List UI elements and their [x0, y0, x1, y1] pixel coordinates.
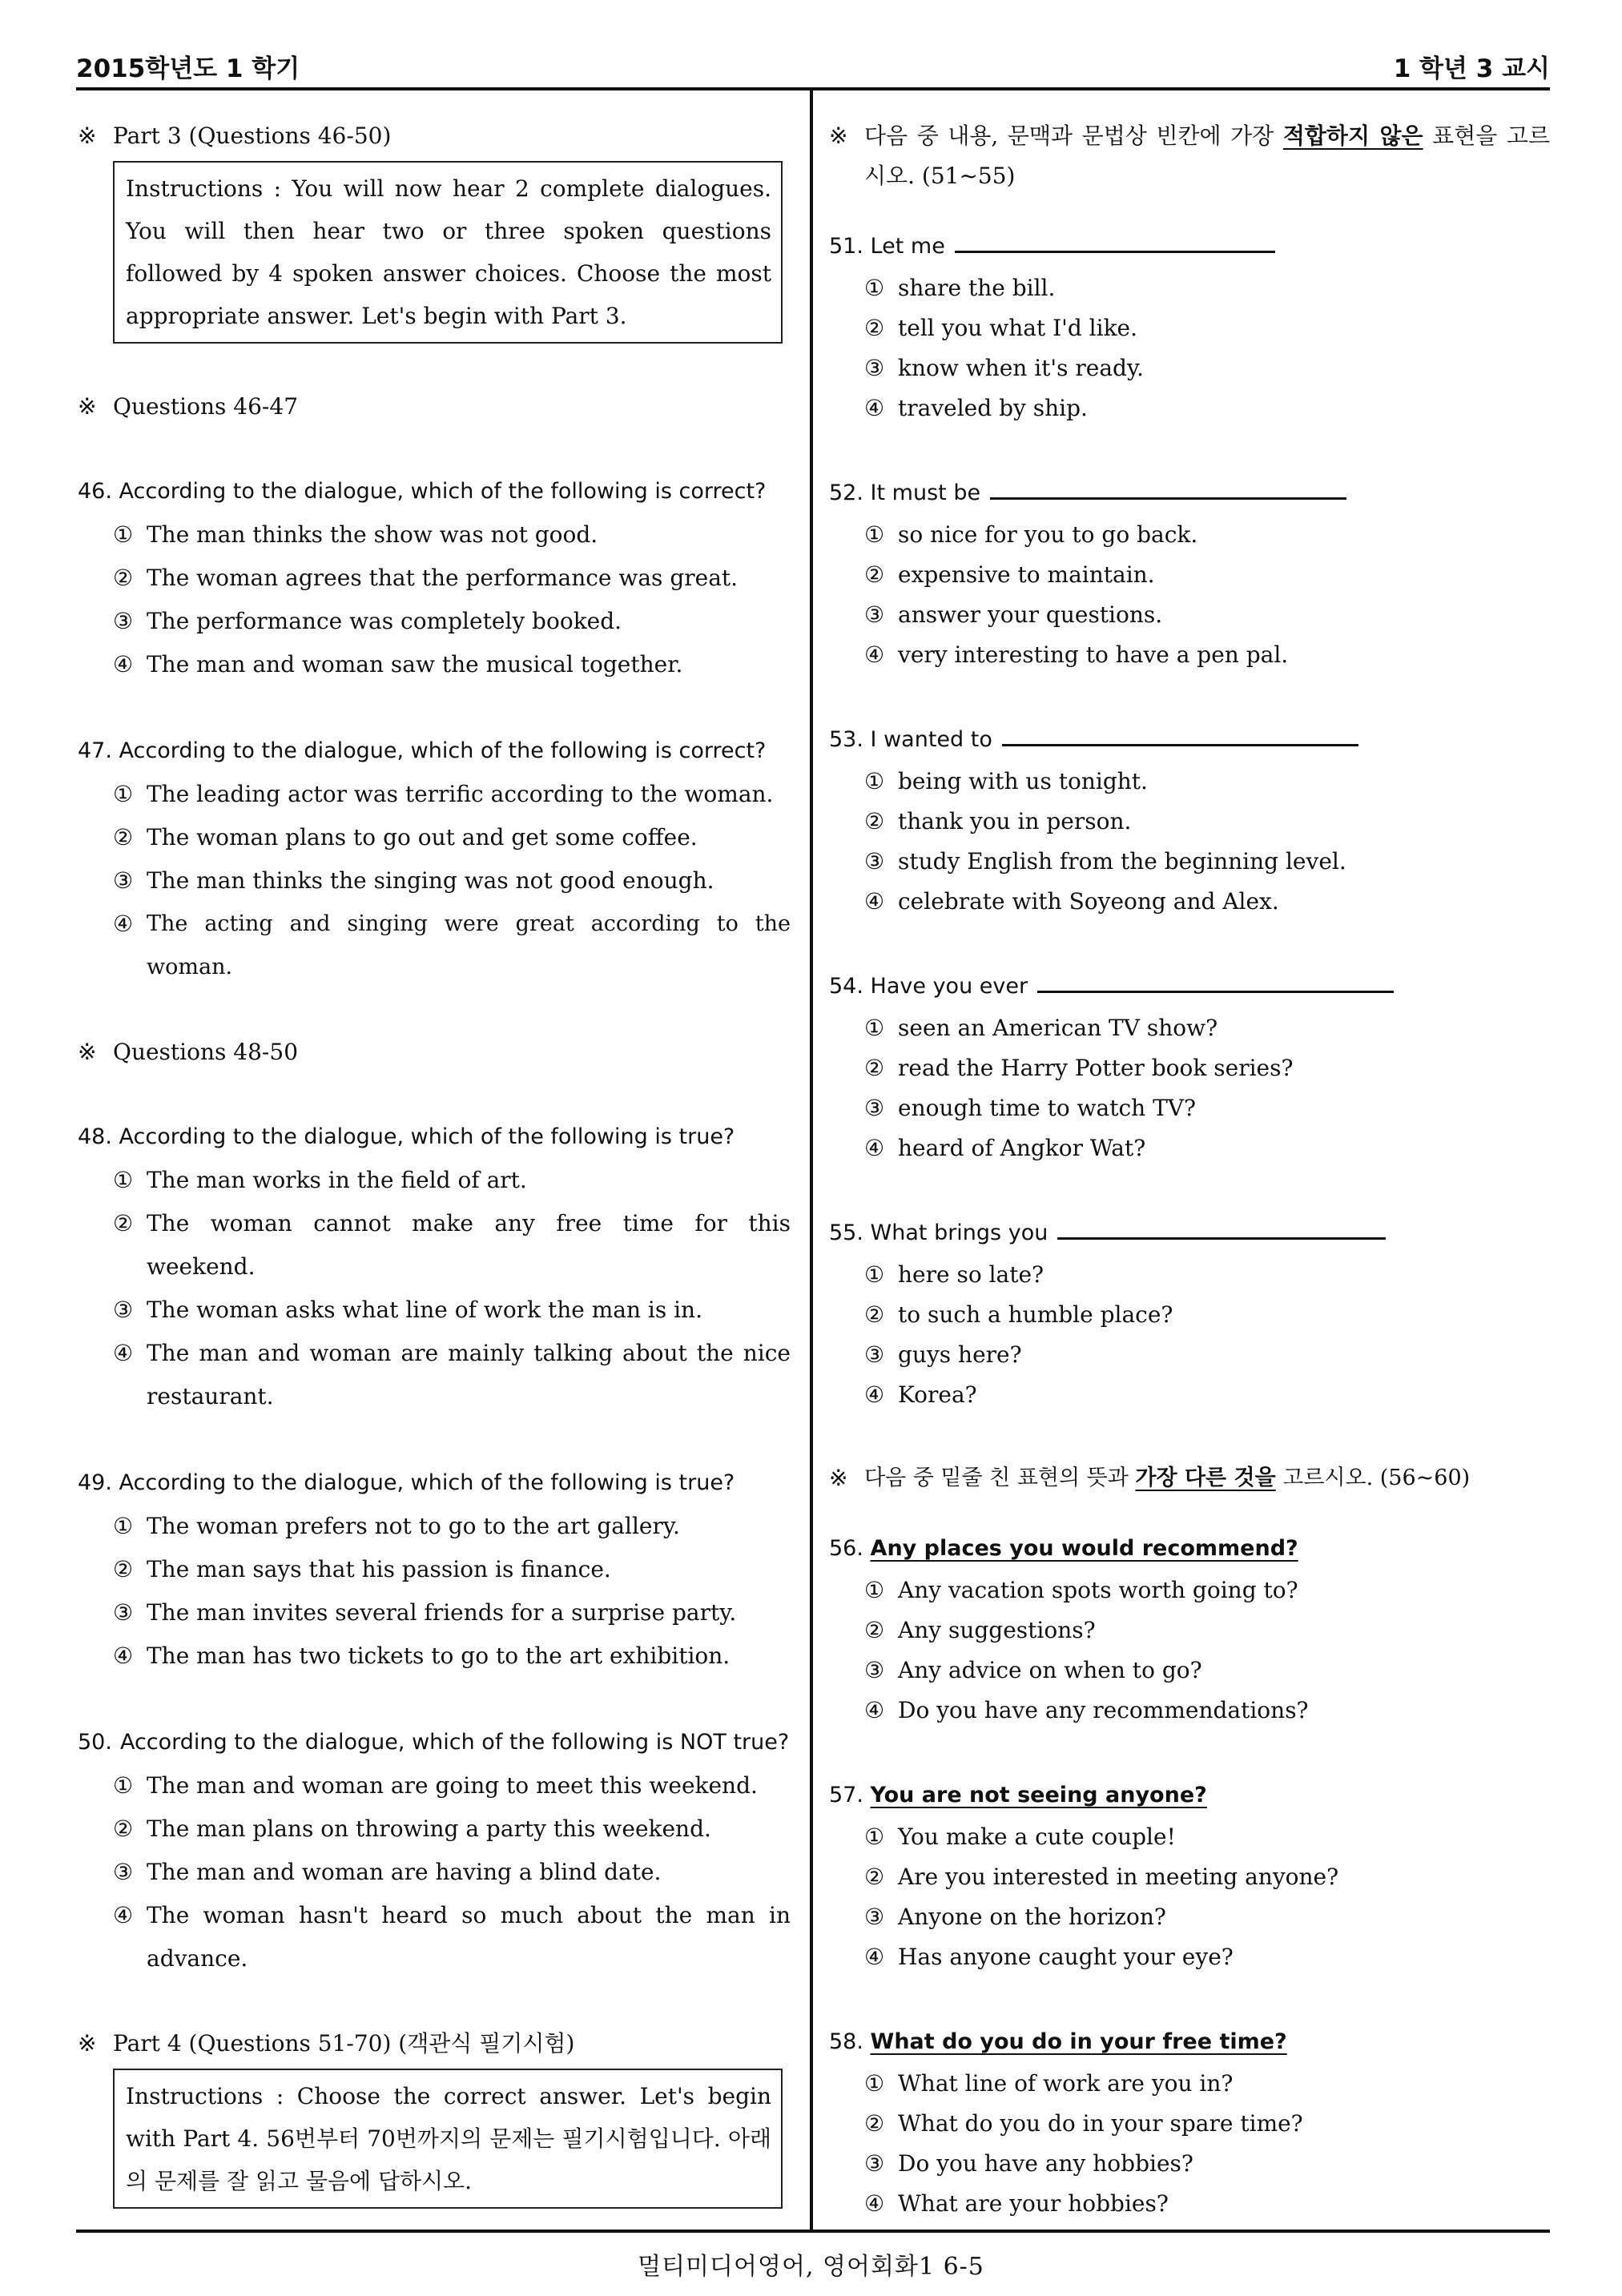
option: ③ The man and woman are having a blind date.: [113, 1859, 662, 1885]
option: ② Are you interested in meeting anyone?: [864, 1864, 1339, 1890]
answer-blank: [990, 477, 1346, 500]
part3-instructions: Instructions : You will now hear 2 complete dialogues. You will then hear two or three spoken questions followed by 4 spoken answer choices. Choose the most appropriate answer. Let's begin with Part 3.: [113, 161, 783, 344]
option: ④ Korea?: [864, 1381, 977, 1408]
option: ① The man thinks the show was not good.: [113, 521, 598, 548]
answer-blank: [1037, 971, 1394, 993]
question-57: 57. You are not seeing anyone? ① You make a cute couple! ② Are you interested in meeting anyone? ③ Anyone on the horizon? ④ Has anyone caught your eye?: [829, 1774, 1550, 1977]
option: ① The man works in the field of art.: [113, 1167, 527, 1193]
option: ① Any vacation spots worth going to?: [864, 1577, 1298, 1603]
option: ③ The woman asks what line of work the man is in.: [113, 1297, 702, 1323]
question-46: 46. According to the dialogue, which of the following is correct? ① The man thinks the show was not good. ② The woman agrees that the performance was great. ③ The performance was completely booked. ④ The man and woman saw the musical together.: [78, 470, 791, 686]
fill-blank-instruction: ※ 다음 중 내용, 문맥과 문법상 빈칸에 가장 적합하지 않은 표현을 고르시오. (51~55): [829, 123, 1550, 189]
question-47: 47. According to the dialogue, which of the following is correct? ① The leading actor was terrific according to the woman. ② The woman plans to go out and get some coffee. ③ The man thinks the singing was not good enough. ④ The acting and singing were great according to the woman.: [78, 730, 791, 989]
option: ② The woman plans to go out and get some coffee.: [113, 824, 698, 850]
question-55: 55. What brings you ① here so late? ② to such a humble place? ③ guys here? ④ Korea?: [829, 1212, 1550, 1415]
question-51: 51. Let me ① share the bill. ② tell you what I'd like. ③ know when it's ready. ④ traveled by ship.: [829, 225, 1550, 428]
option: ② What do you do in your spare time?: [864, 2110, 1303, 2137]
option: ④ The man and woman saw the musical together.: [113, 651, 683, 678]
part4-instructions: Instructions : Choose the correct answer. Let's begin with Part 4. 56번부터 70번까지의 문제는 필기시험입니다. 아래의 문제를 잘 읽고 물음에 답하시오.: [113, 2069, 783, 2209]
option: ④ heard of Angkor Wat?: [864, 1135, 1146, 1161]
footer-rule: [76, 2230, 1550, 2233]
option: ② expensive to maintain.: [864, 561, 1155, 588]
meaning-instruction: ※ 다음 중 밑줄 친 표현의 뜻과 가장 다른 것을 고르시오. (56~60): [829, 1465, 1471, 1491]
option: ① What line of work are you in?: [864, 2070, 1234, 2097]
option: ② thank you in person.: [864, 808, 1132, 834]
option: ③ know when it's ready.: [864, 355, 1144, 381]
option: ③ Do you have any hobbies?: [864, 2150, 1193, 2177]
answer-blank: [1002, 724, 1358, 746]
option: ② The man plans on throwing a party this weekend.: [113, 1815, 711, 1842]
question-50: 50. According to the dialogue, which of the following is NOT true? ① The man and woman are going to meet this weekend. ② The man plans on throwing a party this weekend. ③ The man and woman are having a blind date. ④ The woman hasn't heard so much about the man in advance.: [78, 1721, 791, 1980]
question-56: 56. Any places you would recommend? ① Any vacation spots worth going to? ② Any suggestions? ③ Any advice on when to go? ④ Do you have any recommendations?: [829, 1527, 1550, 1731]
question-52: 52. It must be ① so nice for you to go back. ② expensive to maintain. ③ answer your questions. ④ very interesting to have a pen pal.: [829, 472, 1550, 675]
option: ② The woman agrees that the performance was great.: [113, 565, 739, 591]
option: ④ celebrate with Soyeong and Alex.: [864, 888, 1279, 915]
emphasis-text: 적합하지 않은: [1282, 123, 1423, 149]
option: ① The woman prefers not to go to the art gallery.: [113, 1513, 680, 1539]
option: ③ Any advice on when to go?: [864, 1657, 1202, 1683]
option: ④ The acting and singing were great according to the woman.: [113, 911, 791, 979]
option: ① here so late?: [864, 1261, 1044, 1288]
option: ④ The woman hasn't heard so much about the man in advance.: [113, 1902, 791, 1972]
option: ④ What are your hobbies?: [864, 2190, 1169, 2217]
option: ② read the Harry Potter book series?: [864, 1055, 1294, 1081]
header-rule: [76, 87, 1550, 90]
page-header: [76, 43, 1550, 86]
option: ① share the bill.: [864, 275, 1056, 301]
option: ② Any suggestions?: [864, 1617, 1096, 1643]
header-term: 2015학년도 1 학기: [76, 54, 300, 83]
option: ④ The man has two tickets to go to the art exhibition.: [113, 1643, 731, 1669]
option: ① being with us tonight.: [864, 768, 1148, 794]
part3-note: [78, 116, 791, 156]
option: ② The man says that his passion is finance.: [113, 1556, 611, 1582]
question-54: 54. Have you ever ① seen an American TV show? ② read the Harry Potter book series? ③ enough time to watch TV? ④ heard of Angkor Wat?: [829, 965, 1550, 1168]
option: ① The man and woman are going to meet this weekend.: [113, 1772, 758, 1799]
option: ② The woman cannot make any free time for this weekend.: [113, 1210, 791, 1280]
option: ④ traveled by ship.: [864, 395, 1088, 421]
option: ② to such a humble place?: [864, 1301, 1173, 1328]
option: ③ The man thinks the singing was not good enough.: [113, 867, 714, 894]
question-49: 49. According to the dialogue, which of the following is true? ① The woman prefers not to go to the art gallery. ② The man says that his passion is finance. ③ The man invites several friends for a surprise party. ④ The man has two tickets to go to the art exhibition.: [78, 1462, 791, 1678]
option: ① seen an American TV show?: [864, 1015, 1218, 1041]
part4-note: ※ Part 4 (Questions 51-70) (객관식 필기시험): [78, 2030, 575, 2057]
question-53: 53. I wanted to ① being with us tonight. ② thank you in person. ③ study English from the beginning level. ④ celebrate with Soyeong and Alex.: [829, 718, 1550, 922]
option: ③ Anyone on the horizon?: [864, 1904, 1166, 1930]
option: ③ answer your questions.: [864, 601, 1163, 628]
option: ① The leading actor was terrific according to the woman.: [113, 781, 774, 807]
answer-blank: [1057, 1217, 1386, 1240]
option: ③ The man invites several friends for a surprise party.: [113, 1599, 737, 1626]
reference-mark: ※: [78, 123, 97, 149]
option: ③ enough time to watch TV?: [864, 1095, 1197, 1121]
question-58: 58. What do you do in your free time? ① What line of work are you in? ② What do you do in your spare time? ③ Do you have any hobbies? ④ What are your hobbies?: [829, 2021, 1550, 2224]
underlined-expression: You are not seeing anyone?: [870, 1783, 1207, 1807]
option: ④ Do you have any recommendations?: [864, 1697, 1309, 1723]
right-column: [829, 116, 1550, 2224]
option: ② tell you what I'd like.: [864, 315, 1138, 341]
questions-46-47-note: ※ Questions 46-47: [78, 393, 299, 420]
column-divider: [810, 90, 813, 2233]
answer-blank: [955, 231, 1275, 253]
part3-heading: Part 3 (Questions 46-50): [113, 123, 392, 149]
option: ③ study English from the beginning level.: [864, 848, 1346, 875]
page-footer: 멀티미디어영어, 영어회화1 6-5: [638, 2253, 984, 2281]
option: ③ The performance was completely booked.: [113, 608, 622, 634]
header-period: 1 학년 3 교시: [1393, 54, 1550, 83]
emphasis-text: 가장 다른 것을: [1135, 1466, 1276, 1490]
option: ④ very interesting to have a pen pal.: [864, 641, 1289, 668]
option: ④ The man and woman are mainly talking about the nice restaurant.: [113, 1340, 791, 1409]
option: ④ Has anyone caught your eye?: [864, 1944, 1234, 1970]
option: ③ guys here?: [864, 1341, 1022, 1368]
underlined-expression: Any places you would recommend?: [870, 1536, 1298, 1561]
left-column: [78, 116, 791, 2209]
question-48: 48. According to the dialogue, which of the following is true? ① The man works in the field of art. ② The woman cannot make any free time for this weekend. ③ The woman asks what line of work the man is in. ④ The man and woman are mainly talking about the nice restaurant.: [78, 1116, 791, 1418]
questions-48-50-note: ※ Questions 48-50: [78, 1039, 299, 1065]
option: ① so nice for you to go back.: [864, 521, 1198, 548]
underlined-expression: What do you do in your free time?: [870, 2029, 1287, 2054]
option: ① You make a cute couple!: [864, 1824, 1176, 1850]
